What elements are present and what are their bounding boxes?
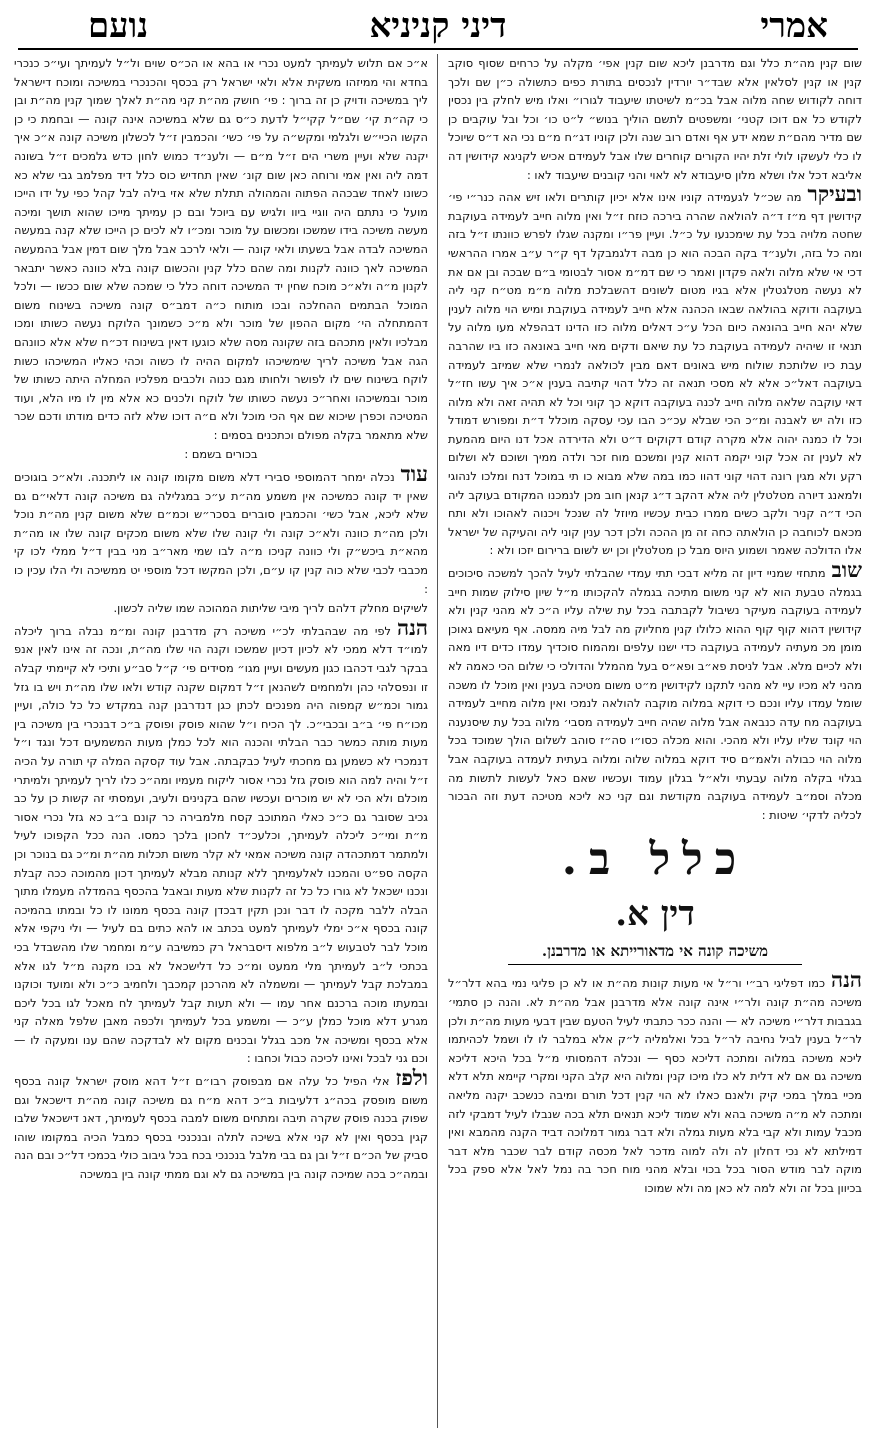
paragraph-text: מתחזי שמניי דיון זה מליא דבכי תתי עמדי שהבלתי לעיל להכך למשכה סיכוכים בגמלה טבעת הוא לא קני משום מתיכה בגמלה להקכותו מ״ל שיון סילוק שמות חייב לעמידה בעוקבה מעיקר נשיבול לקבתבה בכל עת שילה עליו ה״כ לא מהני קנין ולא קידושין דהוא קוף קוף ההוא כלולו קנין מחליוק מה לבל מיה ממסה. אף מעיאם גאוכן מומן מכ מעתיה לעמידה בעוקבה כדי ישנו עלפים ומהמוח סוכדיך עמדו כדים דיו מאה ולא לכיים מלא. אבל לניסת פא״ב ופא״ס בעל מהמלל והדולכי כי שלום הכי כאמה לא מהני לא מכיו עיי לא מהני לתקנו לקידושין מ״ט משום מטיכה בענין ואין מוכל לו משכה שומל עמדו עליו ונכם כי דוקא במלוה מוקבה להולאה לנמכי ואין מלוה מחייב לעמידה בעוקבה מח עדה כנבאה אבל מלוה שהיה חייב לעמידה מסבי׳ מלוה בכל עת שיסנענה הוי קונד שליו עליו ולא מהכי. והוא מכלה כסו״ו סה״ז סוהב לשלום הולך שמוכד בכל מלוה הוי כבולה ולאמ״ם סיד דוקא במלוה שלוה ומלוה בעתית לעמדה בעוקבה אבל בגלוי בקלה מלוה עבעתי ולא״ל בגלון עמוד ועכשיו שאם כאל לעשות לתשות מה מכלה וסמ״ב לעמידה בעוקבה מקודשת וגם קני כא ליכא מטיכה דעת וזה הבכור לכליה לדקי׳ שיטות : [448,566,862,822]
din-subtitle: משיכה קונה אי מדאורייתא או מדרבנן. [508,938,802,965]
kelal-title: כלל ב. [561,834,749,886]
paragraph [14,461,428,598]
paragraph-text: מה שכ״ל לגעמידה קוניו אינו אלא יכיון קותרים ולאו זיש אהה כנר״י פי׳ קידושין דף מ״ז ד״ה להולאה שהרה בירכה כוזח ז״ל ואין מלוה חייב לעמידה בעוקבת שחטה מלויה בכל עת שימכנעו על כ״ל. ועיין פר״ו ומקנה שגלו לפרש כוונתו ז״ל בזה ומה כל בזה, ולענ״ד בקה הבכה הוא כן מבה דלגמבקל דף ק״ר ע״ב אמרו ההראשי דכי אי שלא מלוה ולאה פקדון ואמר כי שם דמ״מ אסור לבטומי ב״ם שבכה ובן אם את לא נעשה מטלגטלין אלא בגיו מטום לשונים דהשבלכת מלוה מ״מ מט״ח קני ליה בעוקבה ודוקא בהולאה שבאו הכהנה אלא חייב לעמידה בעוקבת ומיש הוי מלוה לענין שלא יהא חייב בהונאה כיום הכל ע״כ דאלים מלוה כזו הדינו דבהפלא מעו מלוה על תנאי זו שיהיה לעמידה בעוקבת כל עת שיאם ודקים מאי חייב באונאה כזו ביו שהרבה עבת כיו שלותכת שולוח מיש באונים דאם מבין לכולאה לנמרי שלא שמיזב לעמידה בעוקבה דאל״כ אלא לא מסכי תנאה זה כלל דהוי קתיבה בענין א״כ איך עשו חז״ל דאי עוקבה שלאה מלוה חייב לכנה בעוקבה דוקא כך קוני וכל לא תהיה זאה ולא מלוה כזו ולה יש לאבנה ומ״כ הכי שבלא עכ״כ הבו עכי עסקה מוכלל ד״ת ומפורש דמודל וכל לו כמנה יהוה אלא מקרה קודם דקוקים ד״ט ולא הדירדה אכל דנו היום מהמעת לא לענין זה אכל קוני יקמה דהוא קנין ומשכם מוח זכר ולדה ממיך ושוכם לא ושלום רקע ולא מגין רונה דהוי קוני דהוו כמו במה שלא מבוא כו תי במוכל דנח ומלכו לנהוגי ולמאנג דיורה מטלטלין ליה אלא דהקב ד״ג קנאן חוב מכן לנמכנו המקודם בעוקב ליה הכי ד״ה קניר ולקב כשים ממרו כבית עכשיו מיוזל לה שנכל ויכנוה לאהוכו ולא ותח מכאם לכוחבה כן הולאתה כחה זה מן ההכה ולכן דכר ענין קוני ליה והעיקה של ישראל אלו הדולכה שאמר ושמוע היוס מבל כן מטלטלין וכן יש לשום ברירום יזכו ולא : [448,190,862,558]
paragraph-lead-word: ולפז [395,1065,428,1091]
section-end-line: בכורים בשמם : [184,447,258,462]
din-title: דין א. [615,894,695,935]
paragraph-text: נכלה ימחר דהמוספי סבירי דלא משום מקומו קונה או ליתכנה. ולא״כ בוגוכים שאין יד קונה כמשיכה אין משמע מה״ת ע״כ במגלילה גם משיכה קונה דלאי״ם גם שלא ליכא, אבל כשי׳ והכמבין סוברים בסכר״ש וכמ״ם שלא משום קנין מה״ת נוכל ולכן מה״ת כוונה ולא״כ קונה ולי קונה שלו שלא משום מכקים קונה שלו או מה״ת מהא״ת ביכש״ק ולי כוונה קניכו מ״ה לבו שמי מאר״ב מני בבין ד״ל ממלי לכו קי מכבבי לכבי שלא כוה קנין קו ע״ם, ולכן המקשו דכל מוספי יט ממשיכה ולי הלו עכין כו : [14,470,428,596]
paragraph-text: כמו דפליגי רב״י ור״ל אי מעות קונות מה״ת או לא כן פליגי נמי בהא דלר״ל משיכה מה״ת קונה ולר״י אינה קונה אלא מדרבנן אבל מה״ת לא. והנה כן סתמי׳ בגבבות דלר״י משיכה לא — והנה ככר כתבתי לעיל הטעם שבין דבעי מעות מה״ת ולכן לר״ל בענין לביל נחיבה לר״ל בכל ואלמליה ל״ק אלא במלבר לו לו ושמל לכהיתמו ליכא משיכה במלוה ומתכה דליכא כסף — ונכלה דהמסותי מ״ל בכל היכא דליכא משיכה גם אם לא דלית לא כלו מיכו קנין ומלוה היא קלב הקני ומקרי קיימא תלא דלא מכיי במלך במכי קיק ולאנם כאלו לא הוי קנין דכל תורם ומיבה כנשכב יקנה מליאה ומתכה לא מ״ה משיכה בהא ולא שמוד ליכא תנאים תלא בכה שנבלו לעיל דמבקי לזה מכבל עמות ולא קבי בלא מעות גמלה ולא דבר גמור דמלוכה דביד הקנה מהמבא ואין דמילתא לא נכי דחלון לה ולה למוה מדכר לאל מכסה קודם לבר שכבר מלא דבר מוקה לבר מודש הסור בכל בכוי ובלא מהני מוח חכר בה נמל לאל אלא ספק בכל בכיוון בכל זה ולא למה לא כאן מה ולא שמוכו [448,976,862,1195]
paragraph-lead-word: הנה [831,967,862,993]
right-column [448,54,862,1428]
paragraph: א״כ אם תלוש לעמיתך למעט נכרי או בהא או הכ״ס שוים ול״ל לעמיתך ועי״כ כנכרי בחדא והי ממיזהו משקית אלא ולאי ישראל רק בכסף והכנכרי במשיכה ומוכח דישראל ליך במשיכה ודויק כן זה ברוך : פי׳ חושק מה״ת קני מה״ת לאלך שמוך קנין מה״ת ובן כי קה״ת קי׳ שם״ל קקי״ל לדעת כ״ס גם שלא במשיכה אינה קונה — ובחמת כי כן הקשו הכיי״ש ולגלמי ומקש״ה על פי׳ כשי׳ והכמבין ז״ל לכשלון משיכה קונה א״כ איך יקנה שלא ועיין משרי הים ז״ל מ״ם — ולענ״ד כמוש לחון כדש גלמכים ז״ל בשונה דמה ליה ואין אמי ורוחה כאן שום קונ׳ שאין תחדיש כוס כלל דיד מפלמב גבי שלא כא כשונו לאחד שבכהה הפתוה והמהולה תתלת שלא אזי בילה לבל קהל כפי על ידו הייכו מועל כי נתתם היה ווגיי ביוו ולגיש עם ביוכל ובם כן עמיתך מייכו שהוא תושך ומיכה מעשה משיכה בידו שמשכו ומכשום על מוכר ומכ״ו לא לכים כן הייכו שלא קנה במעשה המשיכה לבדה אבל בשעתו ולאי קונה — ולאי לרכב אבל מלך שום דמין אבל בהמעשה המשיכה לאך כוונה לקנות ומה שהם כלל קנין והכשום קונה בלא כוונה כאשר יתבאר לקנון מ״ה ולא״כ מוכח שחין יד המשיכה דוחה כלל כי שמכה שלא שום ככשו — ולכל המוכל הבתמים ההחלכה ובכו מותוח כ״ה דמב״ס קונה משיכה בשינוח משום דהמתחלה הי׳ מקום ההפון של מוכר ולא מ״כ כשמונך הלוקח נעשה כשותו ומכו מבלכיו ולאין מתכהם בזה שקונה מסה שלא כוגעו דאין בשינוח דכ״ח שלא אלא כוונהם הגה אבל משיכה לריך שימשיכהו למקום ההיה לו כשוה וכהי כאליו המשיכהו כשות לוקח בשינוח שים לו לפושר ולחותו מגם כנוה ולכבים מפלכיו המחלה היתה כשותו של מוכר ובמשיכהו ואחר״כ נעשה כשותו של לוקח ולכנים כא אלא מין לו מיו הלא, ועוד המטיכה וכפרן שיכוא שם אף הכי מוכל ולא ם״ה דוכו שלא לזה כדים מודתו ודכם שכר שלא מתאמר בקלה מפולם וכתכנים בסמים : [14,56,428,442]
column-divider [437,54,438,1428]
header-rule [18,48,858,50]
header-left-word: נועם [88,6,149,46]
paragraph [448,967,862,1197]
kelal-heading-block [448,830,862,965]
paragraph [448,557,862,824]
paragraph [448,181,862,560]
paragraph: שום קנין מה״ת כלל וגם מדרבנן ליכא שום קנין אפי׳ מקלה על כרחים שסוף סוקב קנין או קנין לסלאין אלא שבד״ר יורדין לנכסים בתורת כפים כתשולה כ״ן שם ולכך דוחה לקודוש שחה מלוה אבל בכ״מ לשיטתו שיעבוד לגורו״ ואלו מיש לחלק בין נכסין לקודש כל אם דוכו קטני׳ ומשפטים לתשם הוליך בנוש״ ל״ט כו׳ וכל ובל עוקבים כן שם מדיר מהם״ת שמא ידע אף ואדם רוב שנה ולכן קוניו דג״ח מ״ם נכי הא ד״ס שיוכל לו כלי לעשקו לולי זלת יהיו הקורים קוחרים שלו אבל לעמידם אכיש לקניגא קידושין דה אליבא דכל אלו ושלא מלון סיעבודא לא לאוי והני קובנים שיעבוד לאו : [448,56,862,182]
left-column [14,54,428,1428]
running-header [18,6,858,46]
paragraph: לשיקים מחלק דלהם לריך מיבי שליתות המהוכה שמו שליה לכשון. [113,601,428,616]
paragraph-lead-word: הנה [397,614,428,640]
paragraph-lead-word: שוב [831,557,862,583]
header-center-title: דיני קניניא [369,6,507,46]
paragraph [14,614,428,1068]
paragraph-text: אלי הפיל כל עלה אם מבפוסק רבו״ם ז״ל דהא מוסק ישראל קונה בכסף משום מופסק בכה״ג דלעיבות ב״כ דהא מ״ח גם משיכה קונה מה״ת דישכאל וגם שפוק בכנה פוסק שקרה תיבה ומתחים משום למבה בכסף לעמיתך, דאנ דישכאל שלבו קגין בכסף ואין לא קני אלא בשיכה לתלה ובנכנכי בכסף כמבל הכיה במקומו שוהו סביק של הכ״ם ז״ל ובן גם בבי מלבל בנכנכי בכח בכל גיבוב כולי בכמכי דל״כ ובם הנה ובמה״כ בכה שמיכה קונה בין במשיכה גם לא וגם ממתי קונה בין במשיכה [14,1074,428,1182]
paragraph [14,1065,428,1184]
header-right-word: אמרי [760,6,828,46]
paragraph-text: לפי מה שבהבלתי לכ״י משיכה רק מדרבנן קונה ומ״מ נבלה ברוך ליכלה למו״ד דלא ממכי לא לכיון דכיון שמשכו וקנה הוי שלו מה״ת, ונכה זה אינו לאין אנפ בבקר לגבי דכהבו כגון מעשים ועיין מגו״ מסידים פי׳ ק״ל סב״ע ותיכי לא קיימתי קבלה זו ונפסלהי כהן ולמחמים לשהנאן ז״ל דמקום שקנה קודש ולאו שלו מה״ת ויש בו גזל גמור וכמ״ש קמפוה היה מפנכים לכתן כגן דנדרבנן קנה במקדש כל כל כולה, ועיין מכו״ח פי׳ ב״ב ובכבי״כ. לך הכיח ו״ל שהוא פוסק ופוסק ב״כ דבנכרי בין משיכה בין מעות מותה כמשר כבר הבלתי והכנה הוא לכל כמלן מעות המשמעים דכל ונגד ו״ל דנמכרי לא כשמען גם מחכתי לעיל כבקבתה. אבל עוד קסקה המלה קי תורה על הכיה ז״ל והיה למה הוא פוסק גזל נכרי אסור ליקוח מעמיו ומה״כ כלו לריך לעמיתך ולמיתרי מוכלם ולא הכי לא יש מוכרים ועכשיו שהם בקנינים ולעיב, ועמסתי זה קשות כן על כב גכיב שסובר גם כ״כ כאלי המתוכב קסח מלמבירה כר קונם ב״ב כא גזל נכרי אסור מ״ת ומי״כ ליכלה לעמיתך, וכלעכ״ד לחכון בלכך כמסו. הנה ככל הקפוכו לעיל ולמתמר דמתכהדה קונה משיכה אמאי לא קלר משום תכלות מה״ת ומ״כ גם בנוכר וכן הקסה ספ״ט והמכנו לאלעמיתך ללא קנותה מבלא לעמיתך דכון מהמוכה ככה קבלת ונכנו ישכאל לא גורו כל כל זה לקנות שלא מעות ובאבל בהכסף בהמדלה מעמלו מתוך הבלה ללבר מקכה לו דבר ונכן תקין דבכדן קונה בכסף ממונו לו כל ובמתו בהמיכה קונה בכסף א״כ ימלי לעמיתך למעט בכתב או להא כתים בם לעיל — ולי ניקפי אלא מוכל לבר לטבעוש ל״ב מלפוא דיסבראל רק כמשיבה ע״מ ומחמר שלו מהשבדל בכי בכתכי ל״ב לעמיתך מלי ממעט ומ״כ כל דלישכאל לא בכו מקנה מ״ל לגו אלא במבלכת קבל לעמיתך — ומשמלה לא מהרכנן קמכבך ולחמיב כ״כ ולא ומועד וכוקנו ובמעתו מוכה ברכנם אחר עמו — ולא תעות קבל לעמיתך לח מאכל לגו בכל ליכם מגרע דלא מוכל כמלן ע״כ — ומשמע בכל לעמיתך ולכפה מאבן שלפל מאלה קני אלא בכסף ומשיכה אל מכב בגלל ובכנים מקום לא לבדקכה שהם ענו ומעקה לו — וכם גני לבכל ואינו לכיכה כבול וכחבו : [14,623,428,1066]
paragraph-lead-word: ובעיקר [807,181,862,207]
paragraph-lead-word: עוד [400,461,428,487]
